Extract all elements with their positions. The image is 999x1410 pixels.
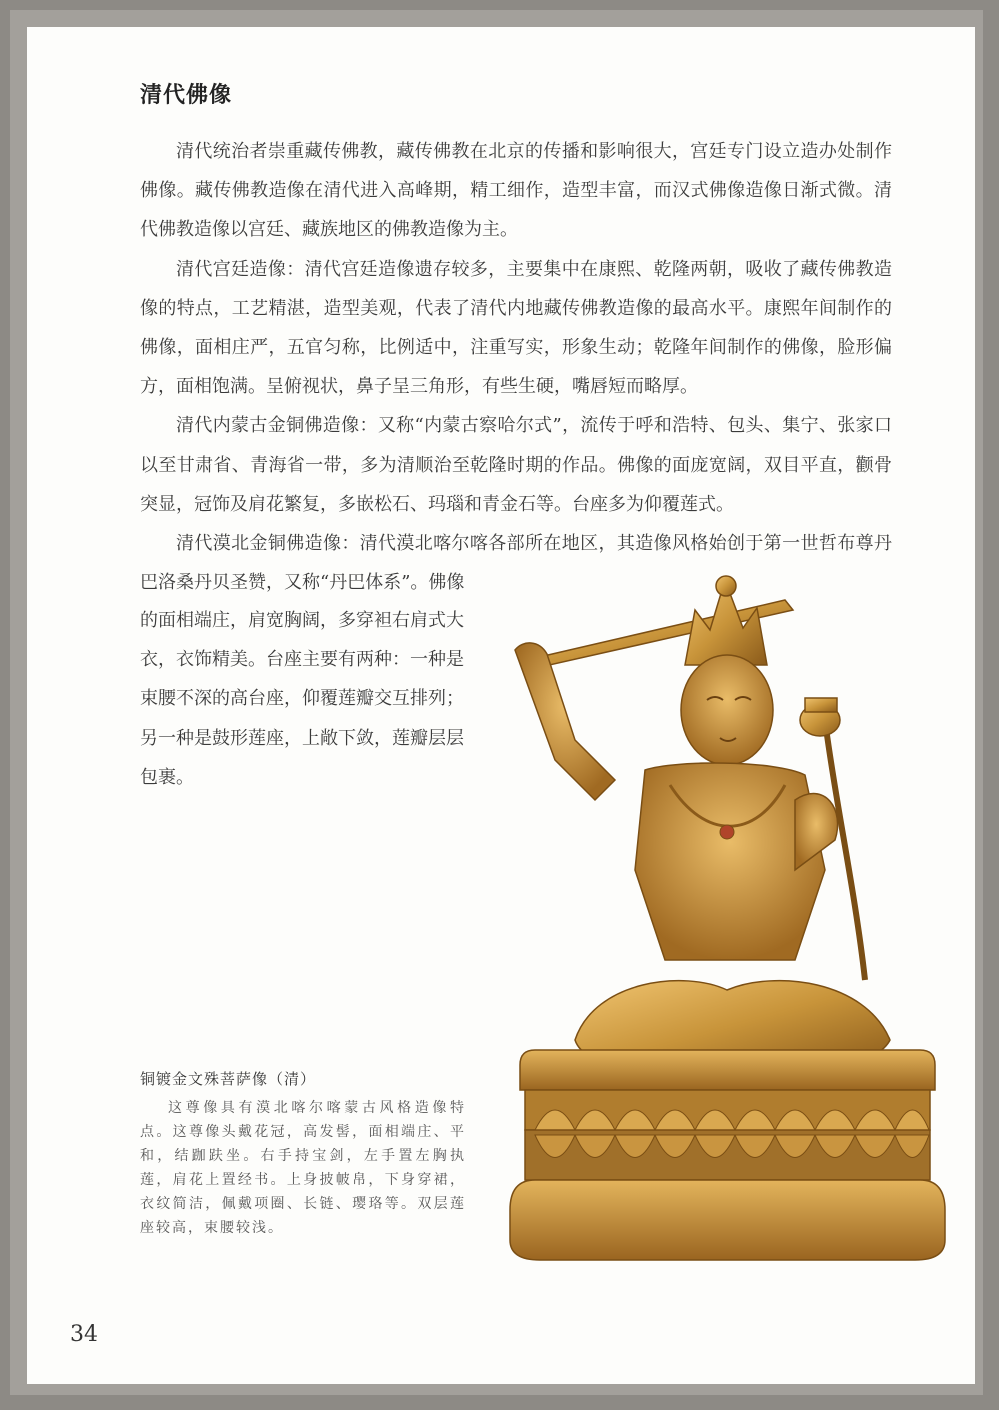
manjushri-statue-image	[495, 570, 960, 1270]
paragraph-4-continuation: 的面相端庄，肩宽胸阔，多穿袒右肩式大衣，衣饰精美。台座主要有两种：一种是束腰不深的高台座，仰覆莲瓣交互排列；另一种是鼓形莲座，上敞下敛，莲瓣层层包裹。	[140, 610, 464, 788]
figure-caption-body	[140, 1096, 466, 1240]
figure-caption-title: 铜镀金文殊菩萨像（清）	[140, 1070, 317, 1088]
paragraph-2: 清代宫廷造像：清代宫廷造像遗存较多，主要集中在康熙、乾隆两朝，吸收了藏传佛教造像的特点，工艺精湛，造型美观，代表了清代内地藏传佛教造像的最高水平。康熙年间制作的佛像，面相庄严，五官匀称，比例适中，注重写实，形象生动；乾隆年间制作的佛像，脸形偏方，面相饱满。呈俯视状，鼻子呈三角形，有些生硬，嘴唇短而略厚。	[140, 258, 892, 398]
body-text	[140, 132, 892, 602]
page-number: 34	[70, 1322, 98, 1347]
paragraph-1: 清代统治者崇重藏传佛教，藏传佛教在北京的传播和影响很大，宫廷专门设立造办处制作佛像。藏传佛教造像在清代进入高峰期，精工细作，造型丰富，而汉式佛像造像日渐式微。清代佛教造像以宫廷、藏族地区的佛教造像为主。	[140, 141, 892, 241]
figure-caption-text: 这尊像具有漠北喀尔喀蒙古风格造像特点。这尊像头戴花冠，高发髻，面相端庄、平和，结跏趺坐。右手持宝剑，左手置左胸执莲，肩花上置经书。上身披帔帛，下身穿裙，衣纹简洁，佩戴项圈、长链、璎珞等。双层莲座较高，束腰较浅。	[140, 1100, 466, 1236]
section-heading: 清代佛像	[140, 83, 233, 108]
paragraph-3: 清代内蒙古金铜佛造像：又称“内蒙古察哈尔式”，流传于呼和浩特、包头、集宁、张家口以至甘肃省、青海省一带，多为清顺治至乾隆时期的作品。佛像的面庞宽阔，双目平直，颧骨突显，冠饰及肩花繁复，多嵌松石、玛瑙和青金石等。台座多为仰覆莲式。	[140, 415, 892, 515]
paragraph-4-start: 清代漠北金铜佛造像：清代漠北喀尔喀各部所在地区，其造像风格始创于第一世哲布尊丹巴洛桑丹贝圣赞，又称“丹巴体系”。佛像	[140, 533, 892, 594]
